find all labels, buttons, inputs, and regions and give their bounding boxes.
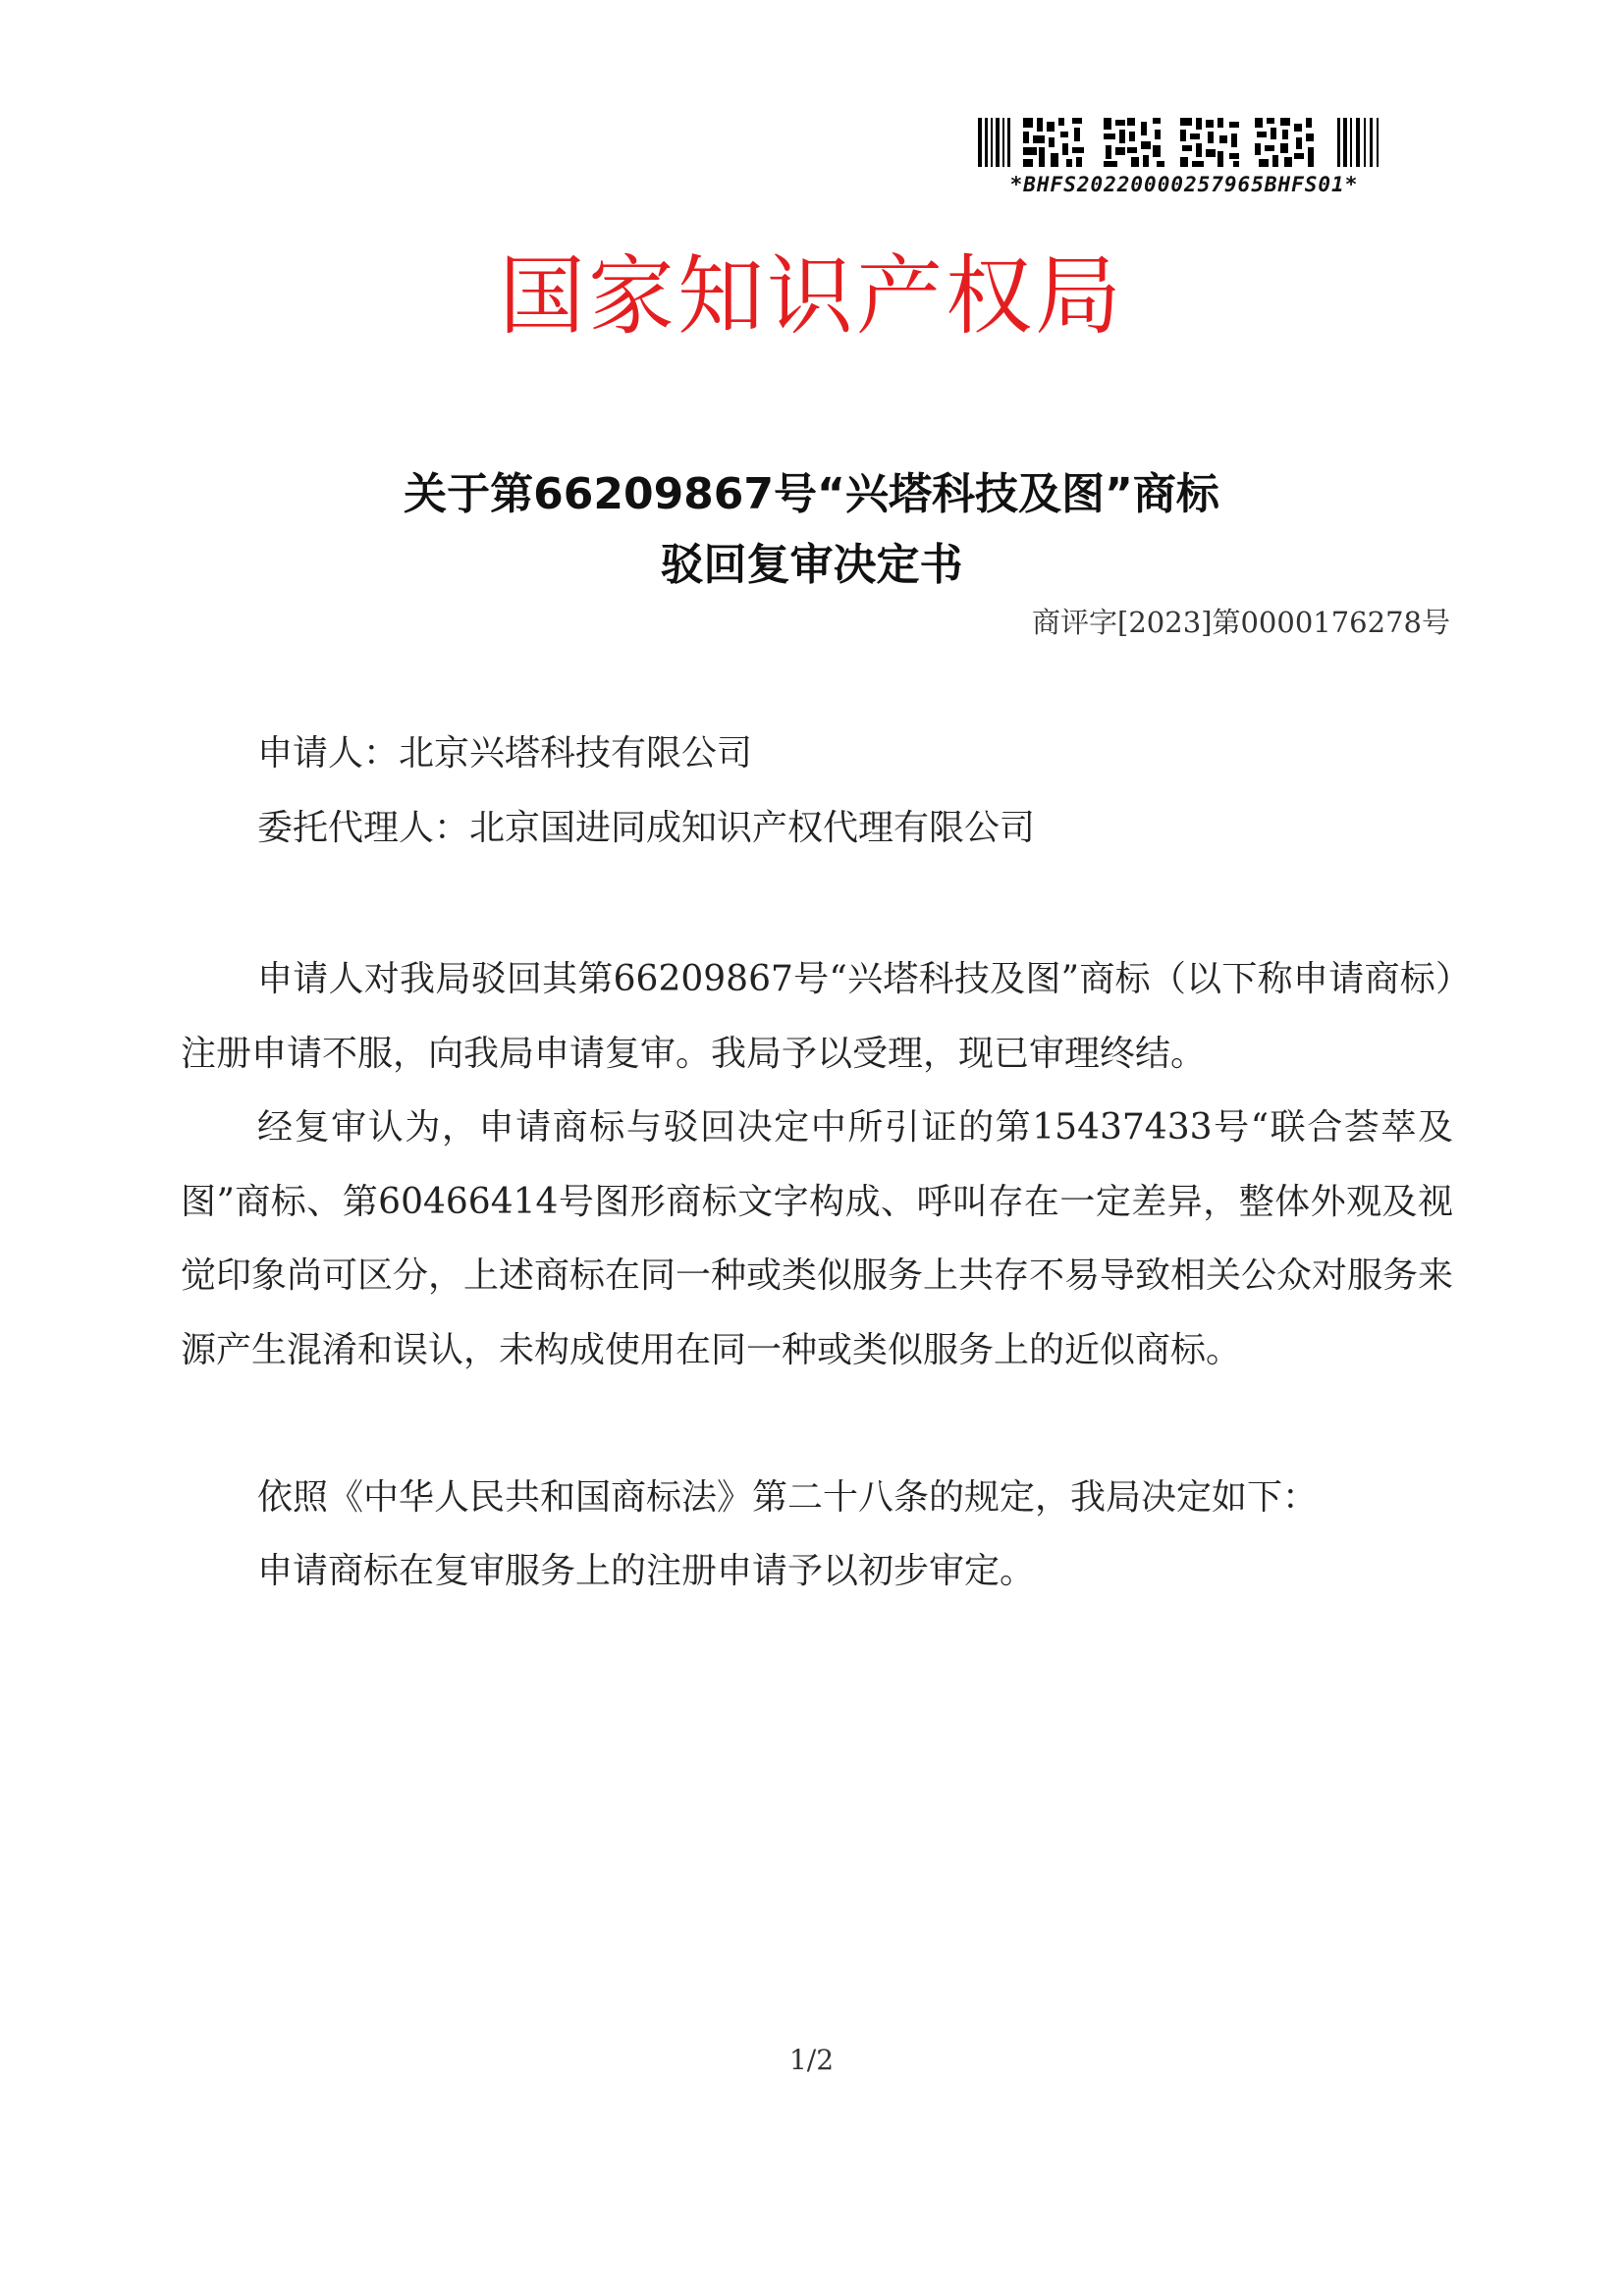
document-number: 商评字[2023]第0000176278号: [1032, 606, 1450, 639]
barcode: [978, 118, 1390, 196]
document-title-line-2: 驳回复审决定书: [660, 540, 963, 590]
body-paragraph-4: 申请商标在复审服务上的注册申请予以初步审定。: [257, 1551, 1036, 1591]
body-paragraph-2: 经复审认为，申请商标与驳回决定中所引证的第15437433号“联合荟萃及图”商标、第60466414号图形商标文字构成、呼叫存在一定差异，整体外观及视觉印象尚可区分，上述商标在同一种或类似服务上共存不易导致相关公众对服务来源产生混淆和误认，未构成使用在同一种或类似服务上的近似商标。: [181, 1107, 1454, 1370]
page-number: 1/2: [788, 2044, 835, 2076]
document-title-line-1: 关于第66209867号“兴塔科技及图”商标: [404, 469, 1219, 519]
barcode-number: *BHFS20220000257965BHFS01*: [1009, 173, 1359, 196]
barcode-graphic: [978, 118, 1390, 167]
agency-name: 国家知识产权局: [498, 245, 1124, 347]
body-paragraph-1: 申请人对我局驳回其第66209867号“兴塔科技及图”商标（以下称申请商标）注册申请不服，向我局申请复审。我局予以受理，现已审理终结。: [181, 959, 1453, 1074]
agent-line: 委托代理人：北京国进同成知识产权代理有限公司: [257, 808, 1036, 848]
body-paragraph-3: 依照《中华人民共和国商标法》第二十八条的规定，我局决定如下：: [257, 1477, 1319, 1518]
applicant-line: 申请人：北京兴塔科技有限公司: [257, 733, 753, 774]
